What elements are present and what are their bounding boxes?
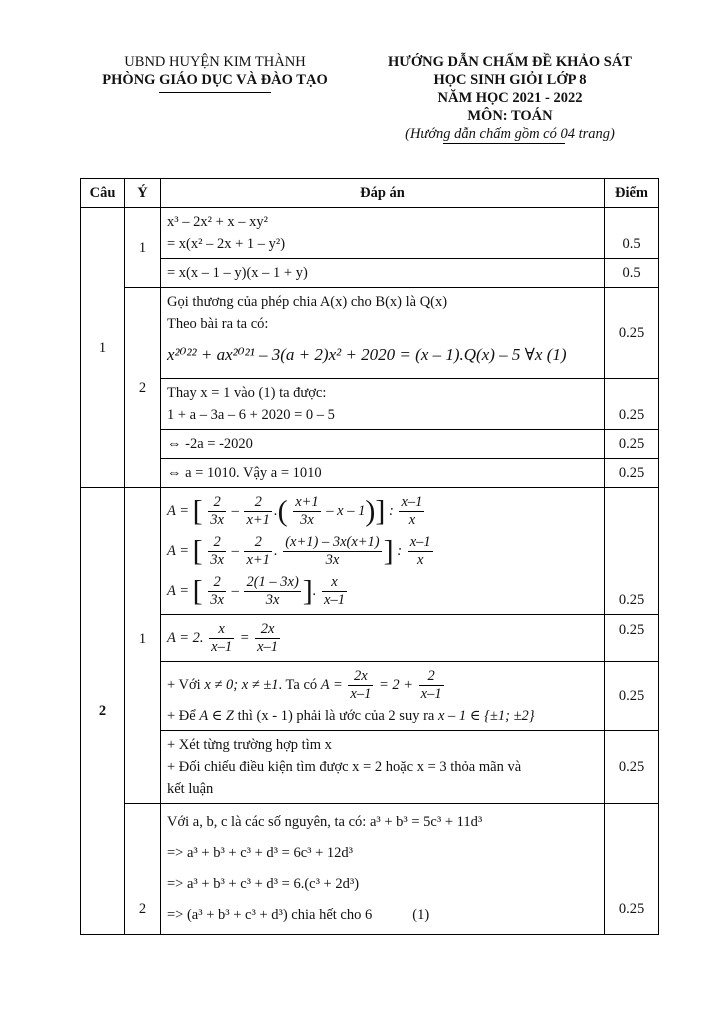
- answer-line: + Xét từng trường hợp tìm x: [167, 737, 332, 753]
- table-header-row: [81, 179, 659, 208]
- part-number: 2: [125, 288, 161, 488]
- formula-line: A = [ $\frac{2}{3x}$ – $\frac{2(1 - 3x)}{3x}$ ]. $\frac{x}{x-1}$: [167, 574, 345, 609]
- answer-line: x³ – 2x² + x – xy²: [167, 214, 268, 230]
- header-left: [70, 53, 360, 93]
- score-cell: 0.25: [605, 379, 659, 430]
- set-expression: x – 1 ∈ {±1; ±2}: [437, 708, 535, 724]
- condition: x ≠ 0; x ≠ ±1: [204, 677, 279, 693]
- answer-cell: [161, 804, 605, 935]
- page-count-note: (Hướng dẫn chấm gồm có 04 trang): [405, 126, 615, 142]
- formula-line: A = [ $\frac{2}{3x}$ – $\frac{2}{x+1}$ . $\frac{(x+1) - 3x(x+1)}{3x}$ ] : $\frac{x-1}{x}$: [167, 534, 431, 569]
- header-y: Ý: [125, 179, 161, 208]
- answer-line: ⇔ a = 1010. Vậy a = 1010: [167, 465, 322, 481]
- table-row: [81, 288, 659, 379]
- formula-line: + Với x ≠ 0; x ≠ ±1. Ta có A = $\frac{2x}{x-1}$ = 2 + $\frac{2}{x-1}$: [167, 668, 442, 703]
- part-number: 1: [125, 208, 161, 288]
- table-row: [81, 430, 659, 459]
- answer-line: => a³ + b³ + c³ + d³ = 6.(c³ + 2d³): [167, 876, 360, 892]
- header-diem: Điểm: [605, 179, 659, 208]
- doc-subtitle: HỌC SINH GIỎI LỚP 8: [433, 72, 587, 88]
- condition: A ∈ Z: [199, 708, 234, 724]
- header-right: [360, 53, 660, 143]
- answer-cell: [161, 731, 605, 804]
- answer-line: = x(x – 1 – y)(x – 1 + y): [167, 265, 308, 281]
- text-fragment: + Để: [167, 708, 196, 724]
- question-number: 2: [81, 488, 125, 935]
- score-cell: 0.25: [605, 615, 659, 662]
- score-cell: 0.25: [605, 459, 659, 488]
- answer-line: Gọi thương của phép chia A(x) cho B(x) là Q(x): [167, 294, 448, 310]
- formula-line: A = [ $\frac{2}{3x}$ – $\frac{2}{x+1}$ .( $\frac{x+1}{3x}$ – x – 1)] : $\frac{x-1}{x}$: [167, 494, 423, 529]
- table-row: [81, 731, 659, 804]
- answer-line: Theo bài ra ta có:: [167, 316, 269, 332]
- answer-line: Với a, b, c là các số nguyên, ta có: a³ + b³ = 5c³ + 11d³: [167, 814, 483, 830]
- part-number: 2: [125, 804, 161, 935]
- score-cell: 0.25: [605, 731, 659, 804]
- subject: MÔN: TOÁN: [467, 108, 553, 124]
- text-fragment: . Ta có: [278, 677, 318, 693]
- answer-line: kết luận: [167, 781, 214, 797]
- answer-line: + Đối chiếu điều kiện tìm được x = 2 hoặc x = 3 thỏa mãn và: [167, 759, 522, 775]
- score-cell: 0.25: [605, 430, 659, 459]
- header-underline: [159, 92, 271, 93]
- formula-line: A = 2. $\frac{x}{x-1}$ = $\frac{2x}{x-1}$: [167, 621, 279, 656]
- answer-line: 1 + a – 3a – 6 + 2020 = 0 – 5: [167, 407, 335, 423]
- table-row: [81, 804, 659, 935]
- answer-line: = x(x² – 2x + 1 – y²): [167, 236, 286, 252]
- answer-cell: [161, 379, 605, 430]
- table-row: [81, 259, 659, 288]
- text-fragment: => (a³ + b³ + c³ + d³) chia hết cho 6: [167, 907, 373, 923]
- department-name: PHÒNG GIÁO DỤC VÀ ĐÀO TẠO: [102, 72, 328, 88]
- score-cell: 0.5: [605, 259, 659, 288]
- score-cell: 0.5: [605, 208, 659, 259]
- answer-cell: [161, 488, 605, 615]
- answer-cell: [161, 430, 605, 459]
- answer-cell: [161, 288, 605, 379]
- answer-cell: [161, 662, 605, 731]
- answer-line: => a³ + b³ + c³ + d³ = 6c³ + 12d³: [167, 845, 354, 861]
- table-row: [81, 488, 659, 615]
- header-right-underline: [443, 143, 565, 144]
- district-name: UBND HUYỆN KIM THÀNH: [124, 54, 306, 70]
- doc-title: HƯỚNG DẪN CHẤM ĐỀ KHẢO SÁT: [388, 54, 632, 70]
- equation: x²⁰²² + ax²⁰²¹ – 3(a + 2)x² + 2020 = (x – 1).Q(x) – 5 ∀x (1): [167, 345, 567, 364]
- part-number: 1: [125, 488, 161, 804]
- answer-line: [167, 705, 598, 727]
- question-number: 1: [81, 208, 125, 488]
- grading-table: [80, 178, 659, 935]
- score-cell: 0.25: [605, 488, 659, 615]
- answer-line: ⇔ -2a = -2020: [167, 436, 253, 452]
- answer-line: Thay x = 1 vào (1) ta được:: [167, 385, 327, 401]
- header-dap-an: Đáp án: [161, 179, 605, 208]
- score-cell: 0.25: [605, 804, 659, 935]
- table-row: [81, 208, 659, 259]
- school-year: NĂM HỌC 2021 - 2022: [437, 90, 583, 106]
- table-row: [81, 379, 659, 430]
- answer-cell: [161, 259, 605, 288]
- answer-line: [167, 900, 598, 931]
- text-fragment: + Với: [167, 677, 201, 693]
- table-row: [81, 662, 659, 731]
- answer-cell: [161, 615, 605, 662]
- answer-cell: [161, 459, 605, 488]
- text-fragment: thì (x - 1) phải là ước của 2 suy ra: [237, 708, 435, 724]
- table-row: [81, 615, 659, 662]
- score-cell: 0.25: [605, 662, 659, 731]
- equation-tag: (1): [412, 907, 430, 923]
- header-cau: Câu: [81, 179, 125, 208]
- score-cell: 0.25: [605, 288, 659, 379]
- table-row: [81, 459, 659, 488]
- answer-cell: [161, 208, 605, 259]
